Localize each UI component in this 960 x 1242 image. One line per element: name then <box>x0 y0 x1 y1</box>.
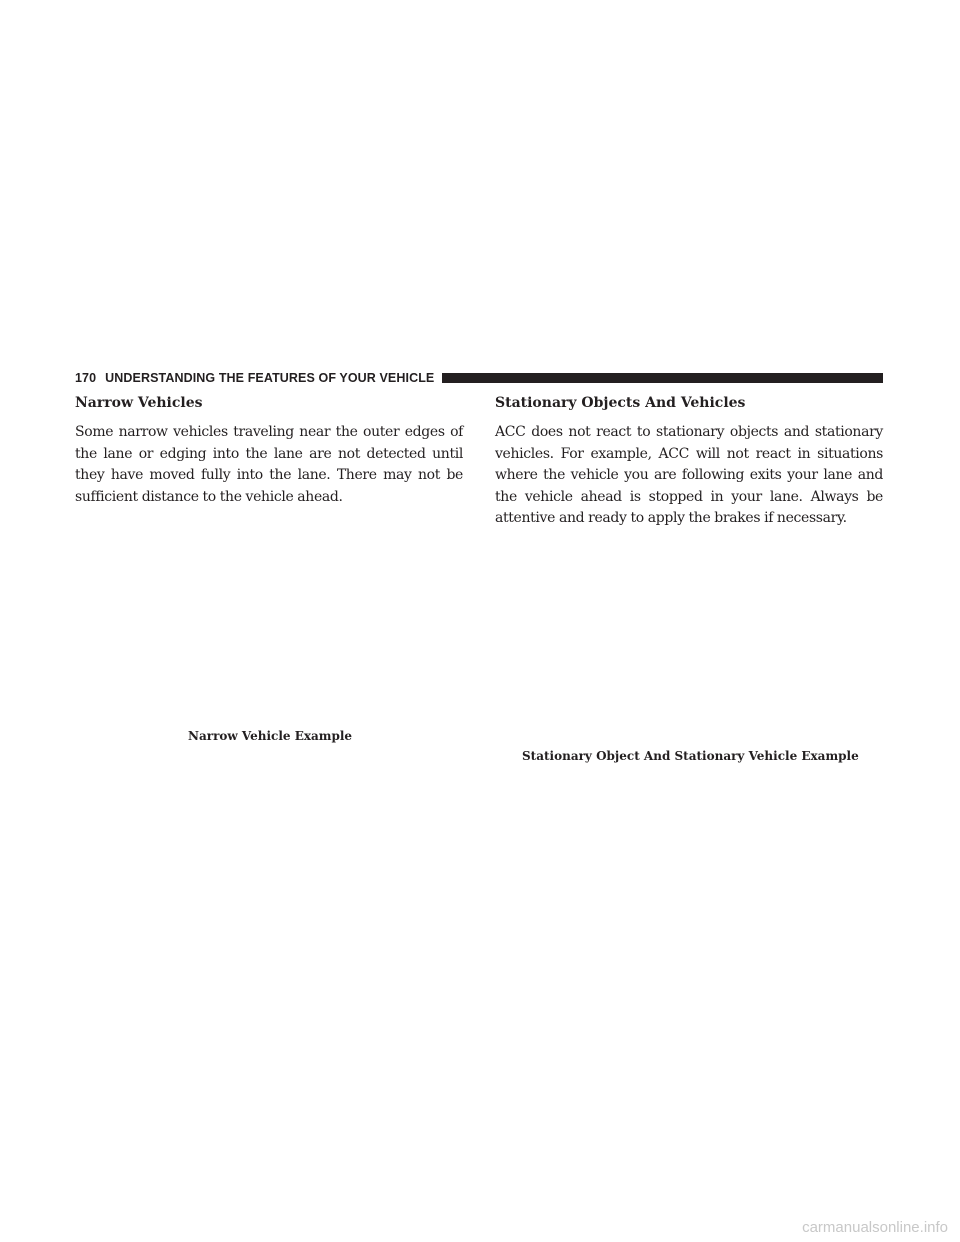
page-header <box>75 371 883 385</box>
narrow-vehicles-paragraph: Some narrow vehicles traveling near the outer edges of the lane or edging into the lane are not detected until they have moved fully into the lane. There may not be sufficient distance to the vehicle ahead. <box>75 424 463 505</box>
stationary-vehicle-caption: Stationary Object And Stationary Vehicle Example <box>522 749 859 763</box>
left-column <box>75 393 463 508</box>
section-title: UNDERSTANDING THE FEATURES OF YOUR VEHICLE <box>105 371 435 385</box>
stationary-objects-heading: Stationary Objects And Vehicles <box>495 395 746 411</box>
watermark-link[interactable]: carmanualsonline.info <box>802 1219 948 1236</box>
page-number: 170 <box>75 371 97 385</box>
narrow-vehicle-caption: Narrow Vehicle Example <box>188 729 353 743</box>
header-rule <box>442 373 883 383</box>
narrow-vehicles-heading: Narrow Vehicles <box>75 395 203 411</box>
stationary-objects-paragraph: ACC does not react to stationary objects and stationary vehicles. For example, ACC will not react in situations where the vehicle you are following exits your lane and the vehicle ahead is stopped in your lane. Always be attentive and ready to apply the brakes if necessary. <box>495 424 883 526</box>
right-column <box>495 393 883 530</box>
